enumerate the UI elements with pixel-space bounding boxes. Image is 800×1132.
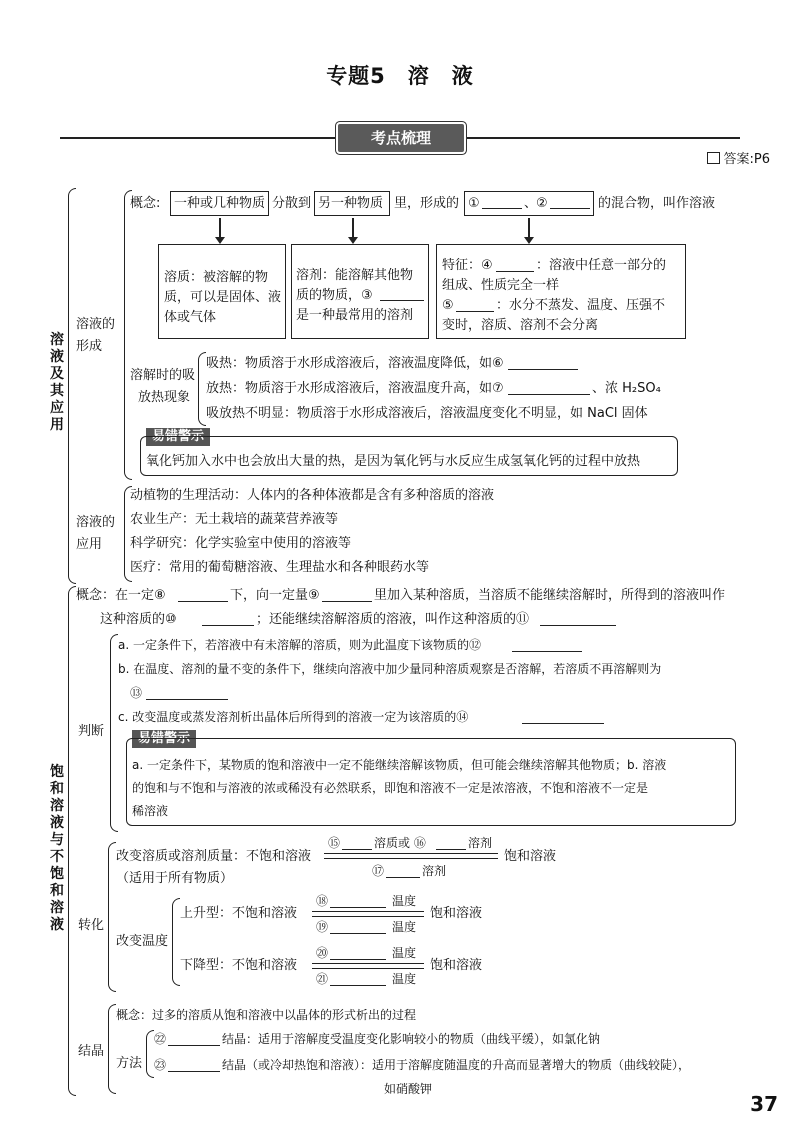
book-icon [707,152,720,164]
apply-item: 科学研究：化学实验室中使用的溶液等 [130,536,352,551]
saturated-label: 饱和溶液 [430,958,483,973]
convert-bracket [108,842,116,992]
concept-end: 的混合物，叫作溶液 [598,196,716,211]
feature-line3: ⑤ [442,298,454,313]
section2-bracket [68,586,76,1096]
section1-bracket [68,188,76,584]
heat-absorb: 吸热：物质溶于水形成溶液后，溶液温度降低，如⑥ [206,356,504,371]
concept-prefix: 概念: [130,196,161,211]
blank-6[interactable] [508,369,578,370]
apply-label: 溶液的应用 [76,515,116,552]
reverse-arrow [312,968,424,969]
blank-17[interactable] [386,877,420,878]
warning-tag: 易错警示 [132,730,196,748]
forward-arrow [312,911,424,912]
blank-10[interactable] [202,625,254,626]
method-bracket [146,1030,154,1078]
blank-7[interactable] [508,394,590,395]
s2-concept-1c: 里加入某种溶质，当溶质不能继续溶解时，所得到的溶液叫作 [374,588,726,603]
temp-word: 温度 [392,894,417,908]
blank-2[interactable] [550,208,590,209]
change-mass-note: （适用于所有物质） [116,871,234,886]
blank-21[interactable] [330,985,386,986]
blank-3[interactable] [380,300,424,301]
method-2-example: 如硝酸钾 [384,1082,433,1096]
heat-bracket [198,352,206,426]
blank-19[interactable] [330,933,386,934]
blank-2-label: ② [536,196,548,211]
s2-concept-1a: 概念：在一定⑧ [76,588,166,603]
warning-tag: 易错警示 [146,428,210,446]
section2-side-label: 饱和溶液与不饱和溶液 [50,764,64,933]
answer-reference [707,148,771,167]
judge-c: c. 改变温度或蒸发溶剂析出晶体后所得到的溶液一定为该溶质的⑭ [118,710,469,724]
judge-b1: b. 在温度、溶剂的量不变的条件下，继续向溶液中加少量同种溶质观察是否溶解，若溶质不再溶解则为 [118,662,662,676]
warning-line: 稀溶液 [132,804,169,818]
blank-16[interactable] [436,849,466,850]
heat-label-2: 放热现象 [138,390,191,405]
blank-1-label: ① [468,196,480,211]
blank-12[interactable] [512,651,582,652]
fall-type: 下降型：不饱和溶液 [180,958,298,973]
eq-num-21: ㉑ [316,972,329,986]
crystal-bracket [108,1004,116,1094]
judge-bracket [110,634,118,832]
blank-14[interactable] [522,723,604,724]
temp-word: 温度 [392,920,417,934]
apply-item: 医疗：常用的葡萄糖溶液、生理盐水和各种眼药水等 [130,560,430,575]
method-num-22: ㉒ [154,1032,167,1046]
concept-mid1: 分散到 [272,196,312,211]
blank-18[interactable] [330,907,386,908]
eq-num-20: ⑳ [316,946,329,960]
section-banner: 考点梳理 [338,124,464,152]
apply-item: 农业生产：无土栽培的蔬菜营养液等 [130,512,339,527]
warning-line: 的饱和与不饱和与溶液的浓或稀没有必然联系，即饱和溶液不一定是浓溶液，不饱和溶液不一定是 [132,781,649,795]
apply-item: 动植物的生理活动：人体内的各种体液都是含有多种溶质的溶液 [130,488,495,503]
heat-none: 吸放热不明显：物质溶于水形成溶液后，溶液温度变化不明显，如 NaCl 固体 [206,406,648,421]
blank-1[interactable] [482,208,522,209]
blank-9[interactable] [322,601,372,602]
concept-mid2: 里，形成的 [394,196,460,211]
s2-concept-1b: 下，向一定量⑨ [230,588,320,603]
judge-b2: ⑬ [130,686,143,700]
temp-word: 温度 [392,972,417,986]
blank-23[interactable] [168,1071,220,1072]
change-temp-label: 改变温度 [116,934,169,949]
answer-text: 答案:P6 [723,152,770,167]
heat-release: 放热：物质溶于水形成溶液后，溶液温度升高，如⑦ [206,381,504,396]
eq-num-19: ⑲ [316,920,329,934]
eq-num-17: ⑰ [372,864,385,878]
convert-label: 转化 [78,918,105,933]
judge-label: 判断 [78,724,105,739]
solvent-line3: 是一种最常用的溶剂 [296,308,414,323]
feature-line1: 特征：④ [442,258,493,273]
feature-line4: 变时，溶质、溶剂不会分离 [442,318,599,333]
blank-15[interactable] [342,849,372,850]
blank-20[interactable] [330,959,386,960]
s2-concept-2b: ；还能继续溶解溶质的溶液，叫作这种溶质的⑪ [256,612,530,627]
section1-side-label: 溶液及其应用 [50,332,64,433]
temp-bracket [172,898,180,986]
eq-num-15: ⑮ [328,836,341,850]
reverse-arrow [312,916,424,917]
saturated-label: 饱和溶液 [504,849,557,864]
arrow-down-icon [528,218,530,238]
feature-line2: 组成、性质完全一样 [442,278,560,293]
solvent-line1: 溶剂：能溶解其他物 [296,268,414,283]
forward-arrow [324,853,498,854]
blank-8[interactable] [178,601,228,602]
heat-release-end: 、浓 H₂SO₄ [592,381,661,396]
rise-type: 上升型：不饱和溶液 [180,906,298,921]
page-number: 37 [750,1092,778,1116]
warning-text: 氧化钙加入水中也会放出大量的热，是因为氧化钙与水反应生成氢氧化钙的过程中放热 [146,454,641,469]
feature-line3b: ：水分不蒸发、温度、压强不 [496,298,666,313]
temp-word: 温度 [392,946,417,960]
blank-sep: 、 [524,196,538,211]
reverse-arrow [324,858,498,859]
method-2: 结晶（或冷却热饱和溶液）：适用于溶解度随温度的升高而显著增大的物质（曲线较陡）， [222,1058,691,1072]
blank-11[interactable] [540,625,616,626]
eq-num-18: ⑱ [316,894,329,908]
blank-4[interactable] [496,271,534,272]
crystal-label: 结晶 [78,1044,105,1059]
method-1: 结晶：适用于溶解度受温度变化影响较小的物质（曲线平缓），如氯化钠 [222,1032,601,1046]
solute-text: 溶质：被溶解的物质，可以是固体、液体或气体 [164,270,282,325]
solvent-line2: 质的物质，③ [296,288,373,303]
change-mass-line: 改变溶质或溶剂质量：不饱和溶液 [116,849,312,864]
crystal-concept: 概念：过多的溶质从饱和溶液中以晶体的形式析出的过程 [116,1008,417,1022]
eq-bottom-b: 溶剂 [422,864,447,878]
eq-top-b: 溶质或 ⑯ [374,836,426,850]
forward-arrow [312,963,424,964]
formation-label: 溶液的形成 [76,317,116,354]
concept-box1-text: 一种或几种物质 [174,196,266,211]
concept-box2-text: 另一种物质 [318,196,384,211]
method-num-23: ㉓ [154,1058,167,1072]
blank-5[interactable] [456,311,494,312]
warning-line: a. 一定条件下，某物质的饱和溶液中一定不能继续溶解该物质，但可能会继续溶解其他物质；b. 溶液 [132,758,667,772]
arrow-down-icon [352,218,354,238]
page-title: 专题5 溶 液 [326,64,474,88]
blank-13[interactable] [146,699,228,700]
feature-line1b: ：溶液中任意一部分的 [536,258,667,273]
heat-label-1: 溶解时的吸 [130,368,196,383]
method-label: 方法 [116,1056,143,1071]
s2-concept-2a: 这种溶质的⑩ [100,612,177,627]
saturated-label: 饱和溶液 [430,906,483,921]
blank-22[interactable] [168,1045,220,1046]
eq-top-c: 溶剂 [468,836,493,850]
arrow-down-icon [219,218,221,238]
formation-bracket [124,190,132,480]
judge-a: a. 一定条件下，若溶液中有未溶解的溶质，则为此温度下该物质的⑫ [118,638,481,652]
